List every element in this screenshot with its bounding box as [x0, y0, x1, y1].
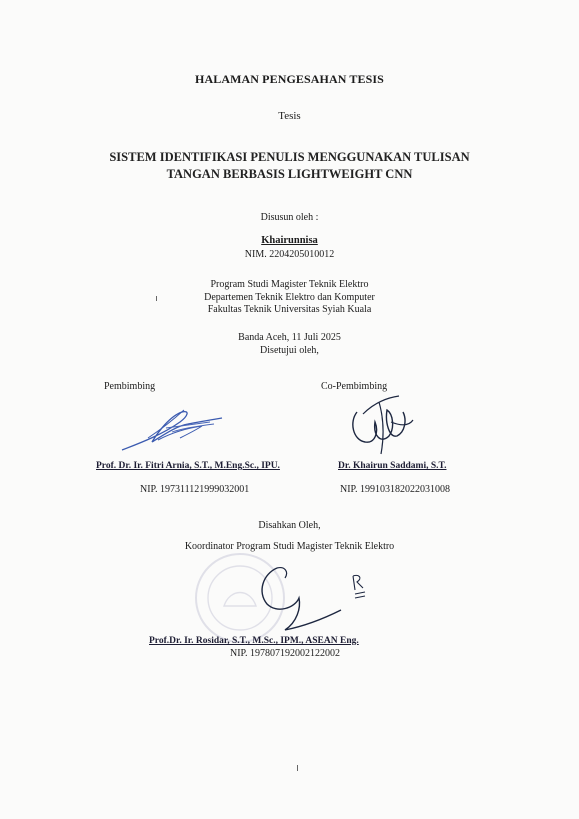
scan-mark [156, 296, 157, 301]
prepared-by-label: Disusun oleh : [260, 212, 319, 223]
page-title: HALAMAN PENGESAHAN TESIS [195, 72, 384, 86]
supervisor-name: Prof. Dr. Ir. Fitri Arnia, S.T., M.Eng.Sc., IPU. [96, 461, 280, 471]
approved-by-label: Disetujui oleh, [260, 345, 319, 356]
department-name: Departemen Teknik Elektro dan Komputer [204, 291, 375, 303]
supervisor-signature [118, 398, 228, 458]
thesis-title [0, 149, 579, 183]
author-nim: NIM. 2204205010012 [244, 249, 335, 260]
co-supervisor-signature [345, 392, 415, 458]
coordinator-name: Prof.Dr. Ir. Rosidar, S.T., M.Sc., IPM., ASEAN Eng. [149, 636, 359, 646]
author-name: Khairunnisa [261, 235, 318, 246]
thesis-title-line-1: SISTEM IDENTIFIKASI PENULIS MENGGUNAKAN TULISAN [109, 150, 470, 164]
document-type: Tesis [278, 110, 301, 122]
thesis-title-line-2: TANGAN BERBASIS LIGHTWEIGHT CNN [166, 167, 413, 181]
ratified-by-label: Disahkan Oleh, [258, 520, 321, 531]
supervisor-nip: NIP. 197311121999032001 [140, 484, 250, 495]
supervisor-label: Pembimbing [104, 381, 156, 392]
co-supervisor-label: Co-Pembimbing [321, 381, 388, 392]
co-supervisor-name: Dr. Khairun Saddami, S.T. [338, 461, 447, 471]
scan-mark [297, 765, 298, 771]
coordinator-signature [255, 560, 375, 640]
program-name: Program Studi Magister Teknik Elektro [210, 279, 369, 290]
place-date: Banda Aceh, 11 Juli 2025 [238, 332, 341, 343]
institution-block [0, 279, 579, 317]
coordinator-nip: NIP. 197807192002122002 [230, 648, 341, 659]
coordinator-role: Koordinator Program Studi Magister Teknik Elektro [184, 541, 395, 552]
faculty-name: Fakultas Teknik Universitas Syiah Kuala [207, 304, 372, 315]
co-supervisor-nip: NIP. 199103182022031008 [340, 484, 451, 495]
